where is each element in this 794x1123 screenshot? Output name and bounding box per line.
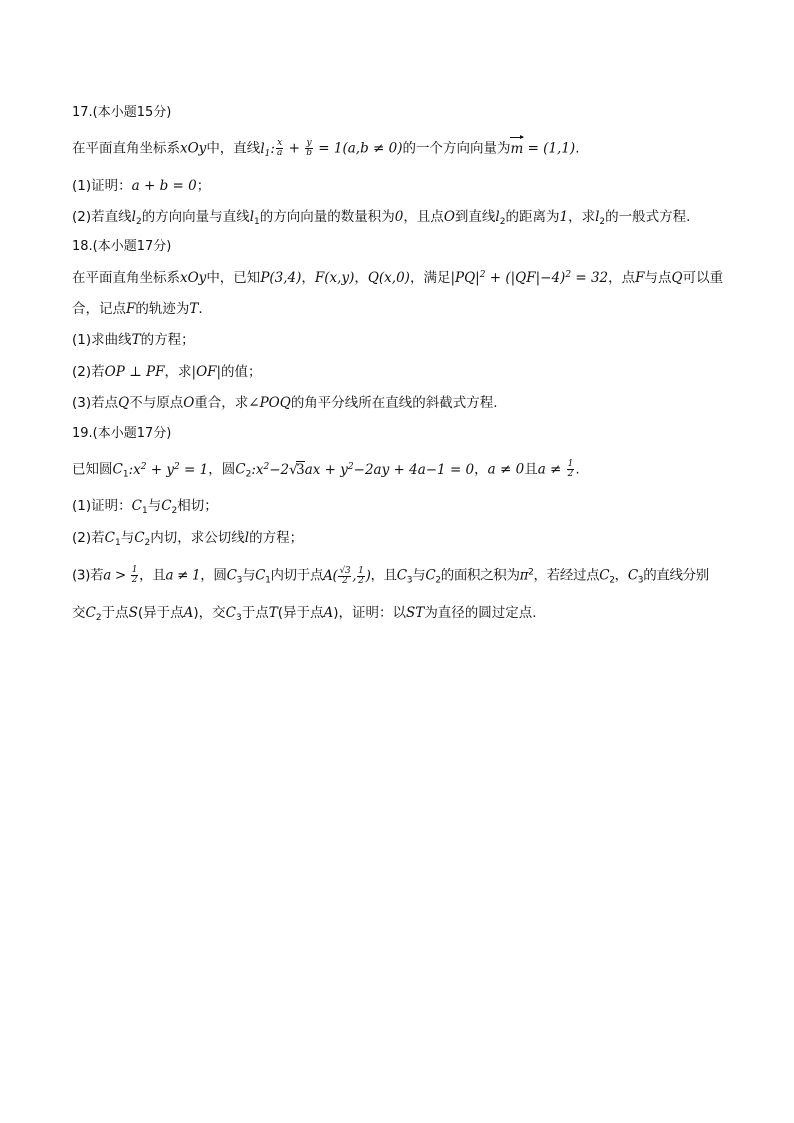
text: ，圆: [200, 567, 227, 584]
text: ，且: [370, 567, 397, 584]
math-part: A(: [323, 567, 338, 584]
text: 的距离为: [505, 209, 560, 225]
subscript: 3: [236, 575, 242, 586]
math-condition: a ≠ 1: [165, 567, 201, 584]
text: ，求: [568, 209, 596, 225]
symbol: Q: [671, 270, 683, 286]
numerator: 1: [131, 565, 138, 575]
symbol: l: [595, 209, 600, 225]
text: ，满足: [409, 270, 451, 286]
symbol: l: [244, 530, 250, 546]
text: 的轨迹为: [135, 301, 190, 317]
square-root: [289, 461, 305, 479]
text: ，: [354, 270, 368, 286]
subscript: 2: [499, 217, 506, 227]
radical-sign: √: [289, 461, 298, 478]
problem-19-part-1: [72, 497, 218, 515]
text: )，证明：以: [333, 605, 407, 621]
fraction-one-half: [567, 460, 575, 479]
text: 合，记点: [72, 301, 126, 317]
text: .: [575, 140, 580, 157]
symbol: C: [131, 498, 142, 514]
exponent: 2: [479, 270, 486, 280]
symbol: C: [225, 605, 236, 621]
subscript: 2: [95, 613, 102, 623]
fraction-one-half: [357, 567, 364, 586]
text: (3)若点: [72, 395, 119, 411]
subscript: 2: [135, 217, 142, 227]
problem-17-part-2: [72, 208, 690, 226]
subscript: 1: [114, 538, 121, 548]
text: 的直线分别: [643, 567, 709, 584]
text: ，: [301, 270, 315, 286]
exponent: 2: [528, 567, 534, 578]
math-part: |PQ|: [450, 270, 480, 286]
text: 与: [120, 530, 135, 546]
math-part: + y: [146, 461, 175, 478]
radicand: 3: [344, 565, 351, 576]
symbol: C: [235, 461, 246, 478]
text: (1)求曲线: [72, 332, 132, 348]
text: ，点: [608, 270, 636, 286]
symbol: A: [183, 605, 194, 621]
text: ，圆: [208, 461, 236, 478]
exponent: 2: [347, 461, 354, 472]
subscript: 3: [406, 575, 413, 586]
denominator: 2: [567, 469, 574, 479]
numerator: y: [306, 138, 312, 148]
fraction-x-over-a: [276, 139, 283, 158]
text: 的值；: [221, 364, 262, 380]
symbol: C: [255, 567, 266, 584]
symbol: C: [396, 567, 407, 584]
subscript: 1: [264, 148, 271, 159]
problem-18-stem-line-2: [72, 300, 203, 318]
text: (2)若: [72, 364, 105, 380]
fraction-y-over-b: [305, 139, 313, 158]
problem-18-part-1: [72, 331, 195, 349]
text: 的一般式方程.: [605, 209, 691, 225]
problem-17-header: 17.(本小题15分): [72, 105, 172, 120]
text: .: [575, 461, 580, 478]
subscript: 2: [599, 217, 606, 227]
text: ，: [614, 567, 628, 584]
numerator: 1: [358, 565, 364, 576]
math-part: −2ay + 4a−1 = 0: [353, 461, 475, 478]
symbol: C: [161, 498, 172, 514]
text: 的方向向量与直线: [141, 209, 250, 225]
math-part: :x: [251, 461, 264, 478]
subscript: 1: [122, 469, 129, 480]
text: ，若经过点: [533, 567, 600, 584]
symbol: T: [189, 301, 199, 317]
subscript: 3: [235, 613, 242, 623]
denominator: a: [276, 148, 283, 158]
problem-18-part-2: [72, 363, 262, 381]
math-value: 0: [394, 209, 404, 225]
text: 且: [524, 461, 538, 478]
part-label: (1)证明：: [72, 178, 132, 194]
math-condition: a ≠ 0: [487, 461, 525, 478]
symbol: C: [134, 530, 145, 546]
math-condition: OP ⊥ PF: [104, 364, 165, 380]
subscript: 1: [141, 506, 148, 516]
text: 的方程；: [249, 530, 304, 546]
symbol: ST: [406, 605, 425, 621]
fraction-sqrt3-over-2: [338, 567, 351, 586]
symbol: C: [599, 567, 610, 584]
symbol: F: [126, 301, 136, 317]
symbol: C: [85, 605, 96, 621]
text: 中，已知: [206, 270, 261, 286]
math-part: = 32: [571, 270, 609, 286]
numerator: √3: [339, 565, 351, 576]
math-condition: a >: [103, 567, 130, 584]
symbol: C: [627, 567, 638, 584]
text: 重合，求: [194, 395, 249, 411]
text: 的面积之积为: [440, 567, 520, 584]
text: 在平面直角坐标系: [72, 140, 180, 157]
math-circle-c1-equation: [129, 462, 209, 478]
text: 的方程；: [140, 332, 195, 348]
math-part: ,: [352, 567, 357, 584]
problem-18-part-3: [72, 394, 498, 412]
symbol: C: [226, 567, 237, 584]
math-abs: |OF|: [191, 364, 222, 380]
problem-17-part-1: [72, 177, 210, 195]
text: ，且: [139, 567, 166, 584]
symbol: S: [128, 605, 138, 621]
text: 到直线: [454, 209, 496, 225]
subscript: 2: [144, 538, 151, 548]
math-vector-value: = (1,1): [523, 140, 576, 157]
subscript: 2: [609, 575, 615, 586]
text: 已知圆: [72, 461, 113, 478]
math-line-l1: [260, 141, 275, 157]
subscript: 2: [435, 575, 441, 586]
text: 的一个方向向量为: [402, 140, 511, 157]
subscript: 2: [245, 469, 252, 480]
math-part: :x: [128, 461, 141, 478]
math-point-q: Q(x,0): [367, 270, 410, 286]
text: 于点: [101, 605, 129, 621]
math-pi: π: [519, 567, 529, 584]
text: 可以重: [682, 270, 724, 286]
text: 的角平分线所在直线的斜截式方程.: [290, 395, 498, 411]
text: (3)若: [72, 567, 104, 584]
text: 中，直线: [206, 140, 261, 157]
text: 内切于点: [270, 567, 324, 584]
vector-m: m: [510, 140, 524, 157]
math-part: = 1: [179, 461, 209, 478]
symbol: T: [268, 605, 278, 621]
subscript: 1: [265, 575, 271, 586]
math-equation-tail: = 1(a,b ≠ 0): [313, 140, 403, 157]
text: 交: [72, 605, 86, 621]
text: ；: [196, 178, 211, 194]
math-coordinate-system: xOy: [180, 140, 207, 157]
problem-19-stem: [72, 460, 580, 479]
math-coordinate-system: xOy: [180, 270, 207, 286]
denominator: 2: [358, 575, 364, 586]
math-condition: [450, 270, 608, 286]
symbol: l: [260, 140, 265, 157]
numerator: x: [277, 138, 283, 148]
fraction-one-half: [131, 566, 138, 585]
text: 与: [147, 498, 162, 514]
denominator: 2: [131, 575, 138, 585]
text: ，: [474, 461, 488, 478]
math-circle-c2-equation: [251, 462, 474, 478]
text: 的方向向量的数量积为: [259, 209, 395, 225]
numerator: 1: [567, 459, 574, 469]
symbol: :: [270, 140, 275, 157]
math-angle: ∠POQ: [248, 395, 291, 411]
math-part: −2: [269, 461, 290, 478]
math-condition: a ≠: [537, 461, 566, 478]
problem-19-part-3-line-2: [72, 604, 537, 622]
symbol: C: [112, 461, 123, 478]
symbol: C: [104, 530, 115, 546]
text: (异于点: [277, 605, 324, 621]
text: 于点: [241, 605, 269, 621]
symbol: O: [183, 395, 195, 411]
text: 相切；: [177, 498, 218, 514]
text: 为直径的圆过定点.: [424, 605, 537, 621]
exponent: 2: [565, 270, 572, 280]
symbol: Q: [118, 395, 130, 411]
exponent: 2: [263, 461, 270, 472]
subscript: 1: [254, 217, 260, 227]
math-part: + (|QF|−4): [485, 270, 566, 286]
problem-18-stem-line-1: [72, 269, 723, 287]
symbol: A: [323, 605, 334, 621]
problem-17-stem: [72, 139, 579, 158]
denominator: 2: [342, 575, 348, 586]
radicand: 3: [296, 461, 305, 478]
text: (2)若直线: [72, 209, 132, 225]
math-point-p: P(3,4): [260, 270, 302, 286]
denominator: b: [306, 148, 312, 158]
math-part: ): [365, 567, 371, 584]
text: .: [198, 301, 203, 317]
problem-19-header: 19.(本小题17分): [72, 426, 172, 441]
problem-18-header: 18.(本小题17分): [72, 239, 172, 254]
symbol: F: [635, 270, 645, 286]
math-part: ax + y: [304, 461, 348, 478]
text: 与: [241, 567, 256, 584]
text: 不与原点: [129, 395, 184, 411]
math-expression: a + b = 0: [131, 178, 197, 194]
text: (异于点: [137, 605, 184, 621]
symbol: O: [443, 209, 455, 225]
subscript: 3: [637, 575, 644, 586]
text: (1)证明：: [72, 498, 132, 514]
symbol: C: [425, 567, 436, 584]
symbol: l: [131, 209, 136, 225]
symbol: T: [131, 332, 141, 348]
symbol: l: [495, 209, 500, 225]
text: ，求: [164, 364, 192, 380]
math-value: 1: [559, 209, 569, 225]
math-point-a: [323, 565, 371, 586]
math-operator: +: [284, 140, 305, 157]
text: 与点: [644, 270, 672, 286]
exponent: 2: [140, 461, 147, 472]
problem-19-part-3-line-1: [72, 566, 709, 586]
subscript: 2: [171, 506, 178, 516]
symbol: l: [249, 209, 255, 225]
text: 与: [412, 567, 426, 584]
problem-19-part-2: [72, 529, 303, 547]
text: )，交: [193, 605, 226, 621]
math-point-f: F(x,y): [314, 270, 355, 286]
exponent: 2: [174, 461, 180, 472]
text: ，且点: [403, 209, 444, 225]
text: 内切，求公切线: [150, 530, 245, 546]
text: (2)若: [72, 530, 105, 546]
text: 在平面直角坐标系: [72, 270, 180, 286]
